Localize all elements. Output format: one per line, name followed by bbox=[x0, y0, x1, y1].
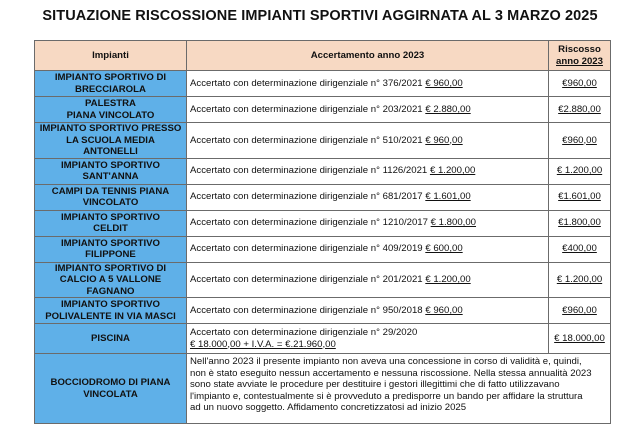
accertamento-desc: Accertato con determinazione dirigenziale n° 203/2021 € 2.880,00 bbox=[187, 97, 549, 123]
riscosso-amount: €1.800,00 bbox=[549, 210, 611, 236]
table-row bbox=[35, 71, 611, 97]
bocciodromo-note: Nell'anno 2023 il presente impianto non aveva una concessione in corso di validità e, quindi, non è stato eseguito nessun accertamento e nessuna riscossione. Nella stessa annualità 2023 sono state avviate le procedure per destituire i gestori illegittimi che di fatto utilizzavano l'impianto e, contestualmente si è provveduto a predisporre un bando per affidare la struttura ad un nuovo soggetto. Affidamento concretizzatosi ad inizio 2025 bbox=[187, 354, 611, 424]
header-riscosso-line2: anno 2023 bbox=[556, 55, 603, 67]
accertamento-desc: Accertato con determinazione dirigenziale n° 681/2017 € 1.601,00 bbox=[187, 184, 549, 210]
table-row bbox=[35, 123, 611, 159]
header-accertamento: Accertamento anno 2023 bbox=[187, 41, 549, 71]
accertamento-desc: Accertato con determinazione dirigenziale n° 1126/2021 € 1.200,00 bbox=[187, 158, 549, 184]
impianto-name: BOCCIODROMO DI PIANA VINCOLATA bbox=[35, 354, 187, 424]
riscosso-amount: €960,00 bbox=[549, 123, 611, 159]
accertamento-desc: Accertato con determinazione dirigenziale n° 1210/2017 € 1.800,00 bbox=[187, 210, 549, 236]
riscosso-amount: € 1.200,00 bbox=[549, 262, 611, 298]
accertamento-amount: € 1.200,00 bbox=[429, 165, 476, 177]
accertamento-desc: Accertato con determinazione dirigenziale n° 29/2020 € 18.000,00 + I.V.A. = €.21.960,00 bbox=[187, 324, 549, 354]
page-title: SITUAZIONE RISCOSSIONE IMPIANTI SPORTIVI AGGIRNATA AL 3 MARZO 2025 bbox=[42, 8, 598, 24]
riscosso-amount: €960,00 bbox=[549, 71, 611, 97]
table-row bbox=[35, 97, 611, 123]
impianto-name: IMPIANTO SPORTIVO PRESSO LA SCUOLA MEDIA ANTONELLI bbox=[35, 123, 187, 159]
impianto-name: IMPIANTO SPORTIVO FILIPPONE bbox=[35, 236, 187, 262]
riscossione-table bbox=[34, 40, 611, 424]
accertamento-amount: € 960,00 bbox=[425, 134, 463, 146]
riscosso-amount: €1.601,00 bbox=[549, 184, 611, 210]
riscosso-amount: €2.880,00 bbox=[549, 97, 611, 123]
accertamento-desc: Accertato con determinazione dirigenziale n° 409/2019 € 600,00 bbox=[187, 236, 549, 262]
table-row bbox=[35, 262, 611, 298]
accertamento-desc: Accertato con determinazione dirigenziale n° 510/2021 € 960,00 bbox=[187, 123, 549, 159]
impianto-name: IMPIANTO SPORTIVO DI CALCIO A 5 VALLONE FAGNANO bbox=[35, 262, 187, 298]
header-riscosso-line1: Riscosso bbox=[558, 44, 601, 55]
accertamento-desc: Accertato con determinazione dirigenziale n° 376/2021 € 960,00 bbox=[187, 71, 549, 97]
accertamento-amount: € 960,00 bbox=[425, 77, 463, 89]
table-row bbox=[35, 158, 611, 184]
table-header-row bbox=[35, 41, 611, 71]
table-row bbox=[35, 236, 611, 262]
riscosso-amount: € 18.000,00 bbox=[549, 324, 611, 354]
header-riscosso bbox=[549, 41, 611, 71]
accertamento-amount: € 1.800,00 bbox=[430, 217, 477, 229]
accertamento-amount: € 1.601,00 bbox=[425, 191, 471, 203]
accertamento-desc: Accertato con determinazione dirigenziale n° 950/2018 € 960,00 bbox=[187, 298, 549, 324]
riscosso-amount: €400,00 bbox=[549, 236, 611, 262]
table-row bbox=[35, 354, 611, 424]
accertamento-amount: € 18.000,00 + I.V.A. = €.21.960,00 bbox=[190, 338, 336, 350]
table-row bbox=[35, 210, 611, 236]
impianto-name: IMPIANTO SPORTIVO POLIVALENTE IN VIA MASCI bbox=[35, 298, 187, 324]
impianto-name: PISCINA bbox=[35, 324, 187, 354]
table-row bbox=[35, 298, 611, 324]
impianto-name: CAMPI DA TENNIS PIANA VINCOLATO bbox=[35, 184, 187, 210]
riscosso-amount: € 1.200,00 bbox=[549, 158, 611, 184]
impianto-name: PALESTRA PIANA VINCOLATO bbox=[35, 97, 187, 123]
accertamento-amount: € 960,00 bbox=[425, 304, 463, 316]
table-row bbox=[35, 324, 611, 354]
accertamento-amount: € 2.880,00 bbox=[425, 103, 471, 115]
accertamento-desc: Accertato con determinazione dirigenziale n° 201/2021 € 1.200,00 bbox=[187, 262, 549, 298]
table-row bbox=[35, 184, 611, 210]
header-impianti: Impianti bbox=[35, 41, 187, 71]
riscosso-amount: €960,00 bbox=[549, 298, 611, 324]
impianto-name: IMPIANTO SPORTIVO SANT'ANNA bbox=[35, 158, 187, 184]
impianto-name: IMPIANTO SPORTIVO DI BRECCIAROLA bbox=[35, 71, 187, 97]
impianto-name: IMPIANTO SPORTIVO CELDIT bbox=[35, 210, 187, 236]
accertamento-amount: € 1.200,00 bbox=[425, 274, 471, 285]
accertamento-amount: € 600,00 bbox=[425, 243, 463, 255]
